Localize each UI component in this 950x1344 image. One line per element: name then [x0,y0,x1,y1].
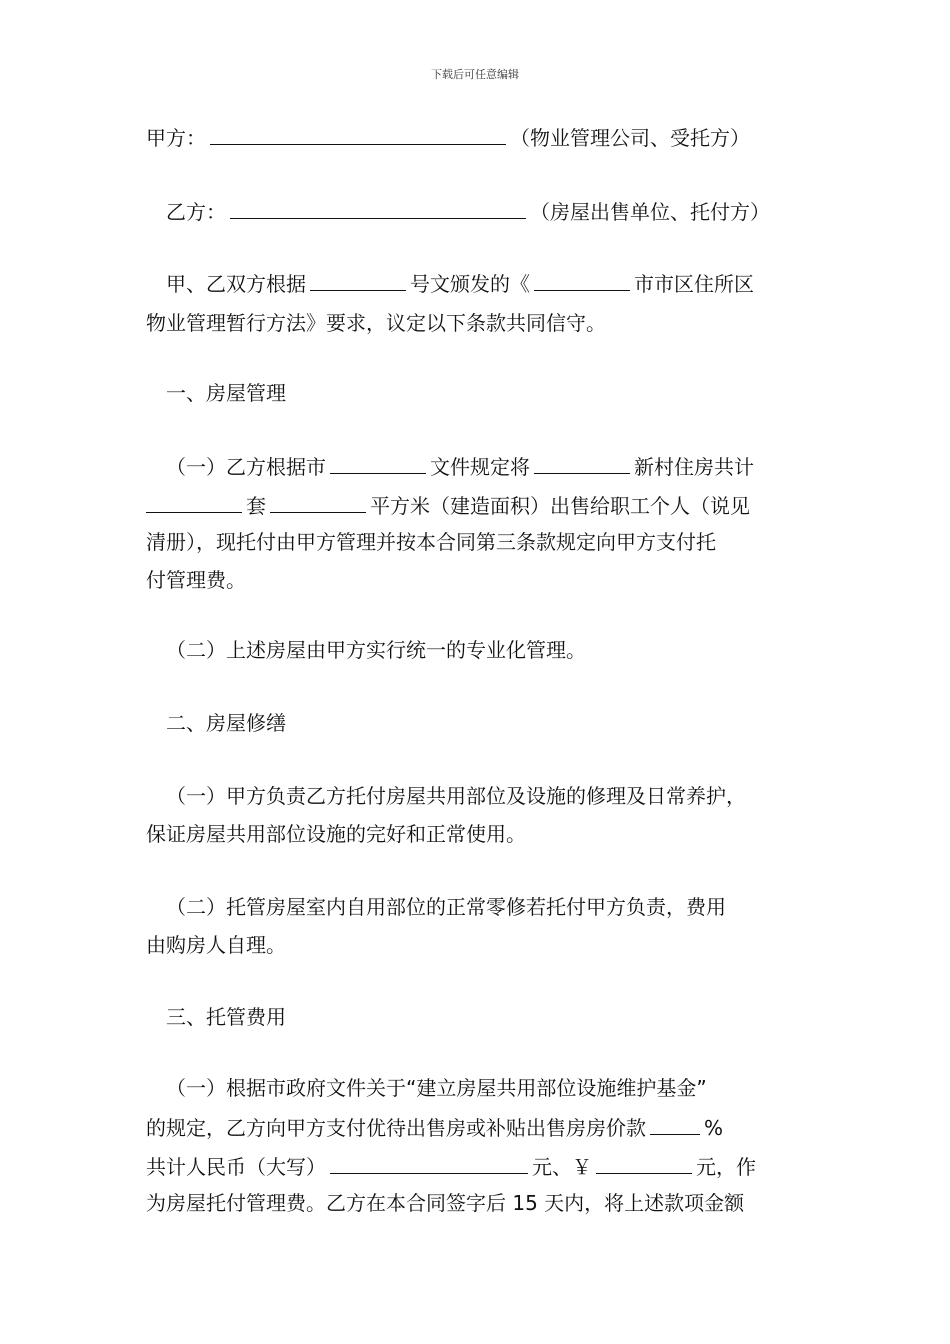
party-b-label: 乙方： [166,200,226,224]
preamble-text-1: 甲、乙双方根据 [166,272,306,296]
s1i1-units-blank[interactable] [146,492,242,513]
party-a-label: 甲方： [146,126,206,150]
s1i1-text-3: 新村住房共计 [634,455,754,479]
section-1-item-1-line-4: 付管理费。 [146,568,246,592]
preamble-line-1 [166,270,836,296]
section-1-item-1-line-2 [146,492,816,518]
s3i1-percent-blank[interactable] [650,1114,700,1135]
s1i1-file-blank[interactable] [330,453,426,474]
s3i1-text-2a: 的规定，乙方向甲方支付优待出售房或补贴出售房房价款 [146,1116,646,1140]
preamble-text-2: 号文颁发的《 [410,272,530,296]
s1i1-village-blank[interactable] [534,453,630,474]
s3i1-text-3b: 元、￥ [532,1155,592,1179]
preamble-text-3: 市市区住所区 [634,272,754,296]
s1i1-text-1: （一）乙方根据市 [166,455,326,479]
s3i1-amount-words-blank[interactable] [330,1153,528,1174]
s1i1-area-blank[interactable] [270,492,366,513]
party-a-note: （物业管理公司、受托方） [510,126,750,150]
preamble-line-2: 物业管理暂行方法》要求，议定以下条款共同信守。 [146,311,606,335]
s3i1-percent-sign: % [704,1116,724,1140]
section-2-item-2-line-1: （二）托管房屋室内自用部位的正常零修若托付甲方负责，费用 [166,895,726,919]
preamble-city-blank[interactable] [534,270,630,291]
s3i1-amount-number-blank[interactable] [596,1153,692,1174]
party-b-line [166,198,836,224]
section-1-title: 一、房屋管理 [166,381,286,405]
section-3-title: 三、托管费用 [166,1005,286,1029]
party-b-note: （房屋出售单位、托付方） [530,200,770,224]
s3i1-text-3a: 共计人民币（大写） [146,1155,326,1179]
section-2-title: 二、房屋修缮 [166,711,286,735]
party-a-blank[interactable] [210,124,506,145]
section-3-item-1-line-2 [146,1114,816,1140]
s3i1-text-3c: 元，作 [696,1155,756,1179]
party-a-line [146,124,816,150]
s1i1-text-4: 套 [246,494,266,518]
section-2-item-1-line-2: 保证房屋共用部位设施的完好和正常使用。 [146,822,526,846]
section-1-item-2: （二）上述房屋由甲方实行统一的专业化管理。 [166,638,586,662]
section-3-item-1-line-3 [146,1153,816,1179]
section-1-item-1-line-3: 清册），现托付由甲方管理并按本合同第三条款规定向甲方支付托 [146,530,716,554]
s1i1-text-5: 平方米（建造面积）出售给职工个人（说见 [370,494,750,518]
section-1-item-1-line-1 [166,453,836,479]
section-2-item-2-line-2: 由购房人自理。 [146,933,286,957]
section-2-item-1-line-1: （一）甲方负责乙方托付房屋共用部位及设施的修理及日常养护， [166,784,746,808]
party-b-blank[interactable] [230,198,526,219]
page-header-note: 下载后可任意编辑 [431,68,519,81]
preamble-doc-number-blank[interactable] [310,270,406,291]
section-3-item-1-line-4: 为房屋托付管理费。乙方在本合同签字后 15 天内，将上述款项金额 [146,1191,745,1215]
s1i1-text-2: 文件规定将 [430,455,530,479]
section-3-item-1-line-1: （一）根据市政府文件关于“建立房屋共用部位设施维护基金” [166,1076,707,1100]
